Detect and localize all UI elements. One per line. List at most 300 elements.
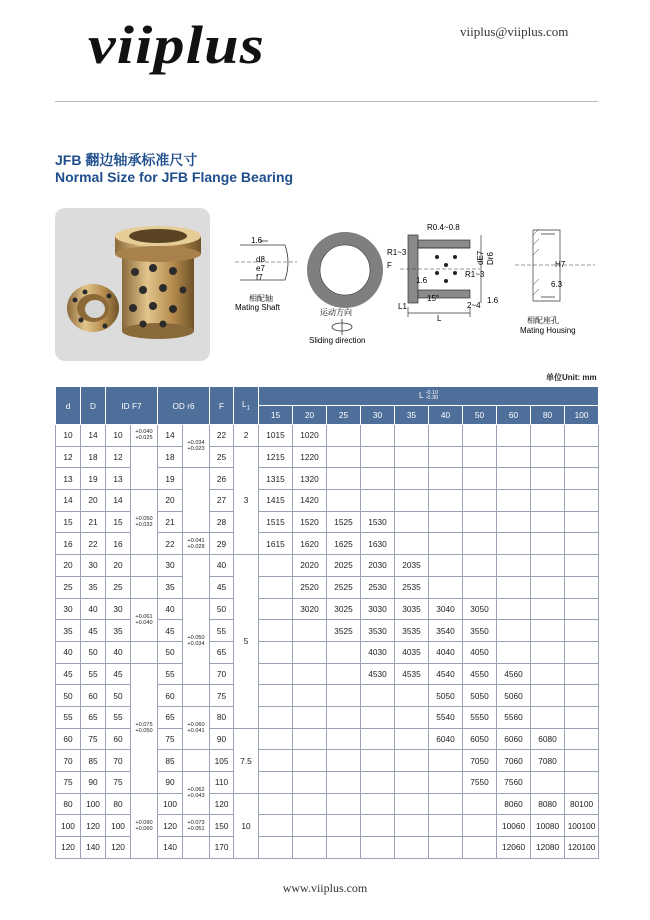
radius-label-top: R0.4~0.8 <box>427 223 460 232</box>
cell-part-number <box>531 555 565 577</box>
cell-part-number <box>361 793 395 815</box>
cell-D: 120 <box>81 815 106 837</box>
shaft-dim-label: 1.6 <box>251 236 263 245</box>
cell-part-number <box>259 837 293 859</box>
col-length-25: 25 <box>327 406 361 425</box>
chamfer-label-b: 1.6 <box>487 296 499 305</box>
cell-F: 150 <box>210 815 234 837</box>
motion-label-en: Sliding direction <box>309 336 366 345</box>
cell-D: 19 <box>81 468 106 490</box>
cell-d: 45 <box>56 663 81 685</box>
cell-part-number <box>361 446 395 468</box>
cell-part-number: 4540 <box>429 663 463 685</box>
cell-part-number <box>361 815 395 837</box>
cell-od-tol: +0.060 +0.041 <box>183 706 210 749</box>
cell-D: 85 <box>81 750 106 772</box>
cell-D: 75 <box>81 728 106 750</box>
cell-part-number <box>259 663 293 685</box>
cell-od: 65 <box>158 706 183 728</box>
cell-part-number <box>395 511 429 533</box>
cell-part-number: 5050 <box>463 685 497 707</box>
cell-od: 19 <box>158 468 183 490</box>
cell-id-tol: +0.050 +0.032 <box>131 490 158 555</box>
cell-od-tol <box>183 750 210 772</box>
table-row <box>56 490 599 512</box>
cell-L1: 7.5 <box>234 728 259 793</box>
cell-part-number <box>259 598 293 620</box>
cell-part-number <box>395 706 429 728</box>
cell-part-number <box>531 772 565 794</box>
cell-part-number <box>293 772 327 794</box>
table-row <box>56 555 599 577</box>
col-length-20: 20 <box>293 406 327 425</box>
cell-d: 14 <box>56 490 81 512</box>
cell-od: 120 <box>158 815 183 837</box>
cell-part-number <box>531 620 565 642</box>
cell-part-number <box>497 598 531 620</box>
od-tol-label: Dr6 <box>486 252 495 265</box>
cell-part-number <box>259 641 293 663</box>
cell-part-number <box>497 576 531 598</box>
cell-part-number <box>395 750 429 772</box>
motion-label-cn: 运动方向 <box>320 308 352 317</box>
cell-part-number: 100100 <box>565 815 599 837</box>
cell-part-number <box>259 576 293 598</box>
cell-part-number: 3535 <box>395 620 429 642</box>
cell-D: 90 <box>81 772 106 794</box>
cell-F: 90 <box>210 728 234 750</box>
cell-part-number <box>531 598 565 620</box>
cell-d: 25 <box>56 576 81 598</box>
cell-od-tol: +0.062 +0.043 <box>183 772 210 815</box>
cell-part-number <box>565 555 599 577</box>
cell-part-number <box>361 685 395 707</box>
cell-part-number <box>395 468 429 490</box>
cell-part-number <box>463 425 497 447</box>
cell-d: 55 <box>56 706 81 728</box>
housing-depth-label: 6.3 <box>551 280 563 289</box>
housing-label-cn: 相配座孔 <box>527 316 559 325</box>
cell-D: 18 <box>81 446 106 468</box>
cell-part-number <box>429 468 463 490</box>
cell-part-number: 2020 <box>293 555 327 577</box>
cell-d: 60 <box>56 728 81 750</box>
unit-label: 单位Unit: mm <box>546 373 597 382</box>
cell-part-number: 2525 <box>327 576 361 598</box>
page-title-en: Normal Size for JFB Flange Bearing <box>55 169 294 185</box>
cell-od-tol <box>183 685 210 707</box>
cell-id-tol <box>131 555 158 577</box>
cell-id-tol: +0.061 +0.040 <box>131 598 158 641</box>
cell-part-number <box>531 511 565 533</box>
cell-part-number <box>293 728 327 750</box>
brand-logo: viiplus <box>88 15 266 75</box>
cell-F: 120 <box>210 793 234 815</box>
cell-id: 40 <box>106 641 131 663</box>
cell-part-number <box>259 555 293 577</box>
cell-part-number <box>429 750 463 772</box>
cell-d: 15 <box>56 511 81 533</box>
table-row <box>56 793 599 815</box>
cell-part-number <box>497 446 531 468</box>
cell-part-number: 80100 <box>565 793 599 815</box>
cell-part-number: 2030 <box>361 555 395 577</box>
col-length-50: 50 <box>463 406 497 425</box>
cell-part-number <box>497 425 531 447</box>
cell-part-number: 4560 <box>497 663 531 685</box>
col-length-30: 30 <box>361 406 395 425</box>
shaft-tol-d8: d8 <box>256 255 265 264</box>
cell-part-number <box>361 728 395 750</box>
cell-part-number <box>429 533 463 555</box>
cell-od: 30 <box>158 555 183 577</box>
cell-part-number: 4535 <box>395 663 429 685</box>
bearing-illustration <box>55 208 210 361</box>
cell-part-number <box>395 772 429 794</box>
cell-id: 25 <box>106 576 131 598</box>
cell-part-number <box>327 468 361 490</box>
cell-id: 120 <box>106 837 131 859</box>
cell-part-number <box>463 793 497 815</box>
cell-part-number: 1530 <box>361 511 395 533</box>
cell-part-number: 6060 <box>497 728 531 750</box>
cell-part-number <box>327 641 361 663</box>
cell-part-number: 5540 <box>429 706 463 728</box>
radius-label-inner: R1~3 <box>465 270 485 279</box>
cell-part-number <box>259 793 293 815</box>
cell-part-number: 3525 <box>327 620 361 642</box>
cell-part-number <box>463 555 497 577</box>
cell-D: 50 <box>81 641 106 663</box>
cell-part-number <box>565 641 599 663</box>
rotation-arrow-icon <box>332 319 352 335</box>
cell-part-number: 12060 <box>497 837 531 859</box>
cell-part-number: 3050 <box>463 598 497 620</box>
cell-part-number: 120100 <box>565 837 599 859</box>
table-row <box>56 576 599 598</box>
cell-part-number: 3550 <box>463 620 497 642</box>
cell-part-number: 4550 <box>463 663 497 685</box>
cell-part-number: 5550 <box>463 706 497 728</box>
contact-email[interactable]: viiplus@viiplus.com <box>460 24 569 39</box>
cell-D: 22 <box>81 533 106 555</box>
cell-part-number <box>463 511 497 533</box>
cell-part-number <box>395 425 429 447</box>
shaft-label-en: Mating Shaft <box>235 303 280 312</box>
cell-od: 21 <box>158 511 183 533</box>
cell-od: 85 <box>158 750 183 772</box>
cell-od-tol: +0.041 +0.028 <box>183 533 210 555</box>
cell-part-number <box>259 728 293 750</box>
cell-part-number <box>565 511 599 533</box>
cell-part-number <box>565 490 599 512</box>
cell-part-number: 1625 <box>327 533 361 555</box>
cell-L1: 10 <box>234 793 259 858</box>
cell-part-number: 1520 <box>293 511 327 533</box>
cell-part-number <box>327 728 361 750</box>
cell-id: 16 <box>106 533 131 555</box>
cell-F: 27 <box>210 490 234 512</box>
cell-part-number <box>497 511 531 533</box>
cell-part-number: 4050 <box>463 641 497 663</box>
cell-id: 75 <box>106 772 131 794</box>
cell-part-number <box>259 685 293 707</box>
cell-od: 45 <box>158 620 183 642</box>
cell-F: 75 <box>210 685 234 707</box>
table-row <box>56 663 599 685</box>
length-label: L <box>437 314 442 323</box>
cell-part-number <box>361 837 395 859</box>
cell-F: 25 <box>210 446 234 468</box>
cell-part-number <box>429 425 463 447</box>
cell-part-number <box>531 425 565 447</box>
cell-part-number <box>429 793 463 815</box>
technical-drawing <box>215 205 600 355</box>
cell-part-number <box>327 706 361 728</box>
angle-label: 15° <box>427 294 440 303</box>
cell-od: 20 <box>158 490 183 512</box>
cell-part-number <box>327 663 361 685</box>
cell-part-number <box>327 815 361 837</box>
cell-part-number <box>565 425 599 447</box>
cell-F: 40 <box>210 555 234 577</box>
cell-part-number <box>395 837 429 859</box>
dimension-table <box>55 386 599 859</box>
cell-D: 30 <box>81 555 106 577</box>
cell-part-number <box>361 490 395 512</box>
cell-part-number: 1020 <box>293 425 327 447</box>
cell-id: 30 <box>106 598 131 620</box>
cell-part-number <box>463 837 497 859</box>
cell-part-number <box>259 815 293 837</box>
cell-part-number: 1420 <box>293 490 327 512</box>
cell-part-number: 3030 <box>361 598 395 620</box>
cell-F: 105 <box>210 750 234 772</box>
cell-id: 35 <box>106 620 131 642</box>
cell-part-number <box>293 620 327 642</box>
cell-D: 14 <box>81 425 106 447</box>
cell-F: 22 <box>210 425 234 447</box>
col-length-15: 15 <box>259 406 293 425</box>
cell-part-number: 3530 <box>361 620 395 642</box>
cell-od-tol: +0.073 +0.051 <box>183 815 210 837</box>
cell-D: 35 <box>81 576 106 598</box>
cell-part-number: 1515 <box>259 511 293 533</box>
cell-part-number: 2035 <box>395 555 429 577</box>
cell-part-number <box>497 533 531 555</box>
mating-shaft-drawing <box>235 241 297 280</box>
cell-part-number <box>395 793 429 815</box>
cell-part-number: 4035 <box>395 641 429 663</box>
website-link[interactable]: www.viiplus.com <box>282 881 368 895</box>
cell-part-number <box>531 533 565 555</box>
cell-part-number <box>327 446 361 468</box>
cell-part-number <box>293 663 327 685</box>
cell-d: 100 <box>56 815 81 837</box>
cell-part-number <box>497 641 531 663</box>
col-L-group: L -0.10 -0.30 <box>259 387 599 406</box>
cell-part-number <box>463 490 497 512</box>
cell-part-number <box>361 706 395 728</box>
cell-part-number: 1215 <box>259 446 293 468</box>
cell-d: 30 <box>56 598 81 620</box>
cell-part-number: 2530 <box>361 576 395 598</box>
cell-od: 50 <box>158 641 183 663</box>
cell-part-number: 5050 <box>429 685 463 707</box>
cell-part-number <box>463 468 497 490</box>
cell-od: 55 <box>158 663 183 685</box>
cell-F: 80 <box>210 706 234 728</box>
cell-part-number: 6080 <box>531 728 565 750</box>
cell-od: 75 <box>158 728 183 750</box>
cell-part-number <box>395 728 429 750</box>
cell-part-number <box>531 641 565 663</box>
cell-part-number: 2520 <box>293 576 327 598</box>
col-length-35: 35 <box>395 406 429 425</box>
cell-part-number <box>531 490 565 512</box>
cell-od-tol: +0.050 +0.034 <box>183 598 210 685</box>
cell-d: 10 <box>56 425 81 447</box>
cell-F: 28 <box>210 511 234 533</box>
cell-d: 120 <box>56 837 81 859</box>
cell-part-number <box>565 446 599 468</box>
cell-part-number <box>395 533 429 555</box>
cell-part-number <box>327 685 361 707</box>
cell-part-number <box>327 793 361 815</box>
cell-od: 35 <box>158 576 183 598</box>
cell-id: 55 <box>106 706 131 728</box>
cell-part-number <box>531 446 565 468</box>
cell-F: 110 <box>210 772 234 794</box>
cell-part-number: 4030 <box>361 641 395 663</box>
cell-id: 13 <box>106 468 131 490</box>
table-row <box>56 598 599 620</box>
chamfer-range-label: 2~4 <box>467 301 481 310</box>
shaft-label-cn: 相配轴 <box>249 294 273 303</box>
cell-part-number <box>395 815 429 837</box>
cell-part-number <box>429 772 463 794</box>
cell-d: 50 <box>56 685 81 707</box>
cell-part-number: 3025 <box>327 598 361 620</box>
cell-part-number <box>531 685 565 707</box>
cell-part-number <box>361 772 395 794</box>
cell-od: 90 <box>158 772 183 794</box>
cell-part-number <box>293 706 327 728</box>
cell-d: 13 <box>56 468 81 490</box>
cell-part-number <box>259 750 293 772</box>
cell-od: 22 <box>158 533 183 555</box>
cell-part-number: 5560 <box>497 706 531 728</box>
cell-part-number <box>395 490 429 512</box>
cell-od: 14 <box>158 425 183 447</box>
cell-part-number <box>395 446 429 468</box>
cell-od-tol <box>183 837 210 859</box>
cell-part-number: 6040 <box>429 728 463 750</box>
cell-part-number <box>497 490 531 512</box>
cell-part-number: 12080 <box>531 837 565 859</box>
bore-tol-label: dE7 <box>476 250 485 265</box>
cell-F: 45 <box>210 576 234 598</box>
cell-part-number <box>463 533 497 555</box>
cell-part-number: 4530 <box>361 663 395 685</box>
cell-od: 100 <box>158 793 183 815</box>
cell-part-number: 2535 <box>395 576 429 598</box>
header-divider <box>55 101 598 102</box>
cell-part-number: 1320 <box>293 468 327 490</box>
cell-d: 80 <box>56 793 81 815</box>
cell-L1: 3 <box>234 446 259 554</box>
cell-part-number <box>429 576 463 598</box>
cell-part-number <box>259 772 293 794</box>
cell-part-number <box>429 555 463 577</box>
cell-part-number <box>259 706 293 728</box>
cell-id: 20 <box>106 555 131 577</box>
cell-id: 10 <box>106 425 131 447</box>
cell-part-number: 7080 <box>531 750 565 772</box>
cell-part-number: 1525 <box>327 511 361 533</box>
cell-part-number <box>565 663 599 685</box>
cell-id: 70 <box>106 750 131 772</box>
cell-part-number <box>531 663 565 685</box>
cell-id-tol: +0.040 +0.025 <box>131 425 158 447</box>
cell-id: 80 <box>106 793 131 815</box>
cell-part-number: 7550 <box>463 772 497 794</box>
cell-part-number <box>293 837 327 859</box>
col-length-80: 80 <box>531 406 565 425</box>
cell-part-number: 6050 <box>463 728 497 750</box>
cell-part-number <box>565 598 599 620</box>
shaft-tol-e7: e7 <box>256 264 265 273</box>
cell-d: 12 <box>56 446 81 468</box>
cell-id-tol <box>131 641 158 663</box>
cell-part-number <box>531 576 565 598</box>
cell-part-number: 1015 <box>259 425 293 447</box>
cell-part-number <box>565 772 599 794</box>
cell-part-number: 5060 <box>497 685 531 707</box>
cell-F: 70 <box>210 663 234 685</box>
cell-part-number: 8060 <box>497 793 531 815</box>
cell-od: 140 <box>158 837 183 859</box>
shaft-tol-f7: f7 <box>256 273 263 282</box>
cell-d: 75 <box>56 772 81 794</box>
cell-d: 35 <box>56 620 81 642</box>
radius-label-left: R1~3 <box>387 248 407 257</box>
cell-part-number <box>293 750 327 772</box>
housing-tol-label: H7 <box>555 260 566 269</box>
cell-id: 60 <box>106 728 131 750</box>
cell-part-number <box>463 446 497 468</box>
cell-part-number: 10080 <box>531 815 565 837</box>
cell-D: 60 <box>81 685 106 707</box>
cell-part-number <box>395 685 429 707</box>
cell-D: 20 <box>81 490 106 512</box>
cell-F: 26 <box>210 468 234 490</box>
cell-part-number <box>361 425 395 447</box>
cell-part-number <box>463 576 497 598</box>
cell-part-number <box>565 706 599 728</box>
cell-part-number <box>565 750 599 772</box>
cell-D: 140 <box>81 837 106 859</box>
cell-od: 60 <box>158 685 183 707</box>
cell-part-number <box>565 576 599 598</box>
cell-part-number: 1615 <box>259 533 293 555</box>
cell-d: 70 <box>56 750 81 772</box>
cell-part-number <box>565 468 599 490</box>
cell-F: 50 <box>210 598 234 620</box>
cell-part-number <box>429 815 463 837</box>
table-row <box>56 446 599 468</box>
cell-part-number: 7060 <box>497 750 531 772</box>
